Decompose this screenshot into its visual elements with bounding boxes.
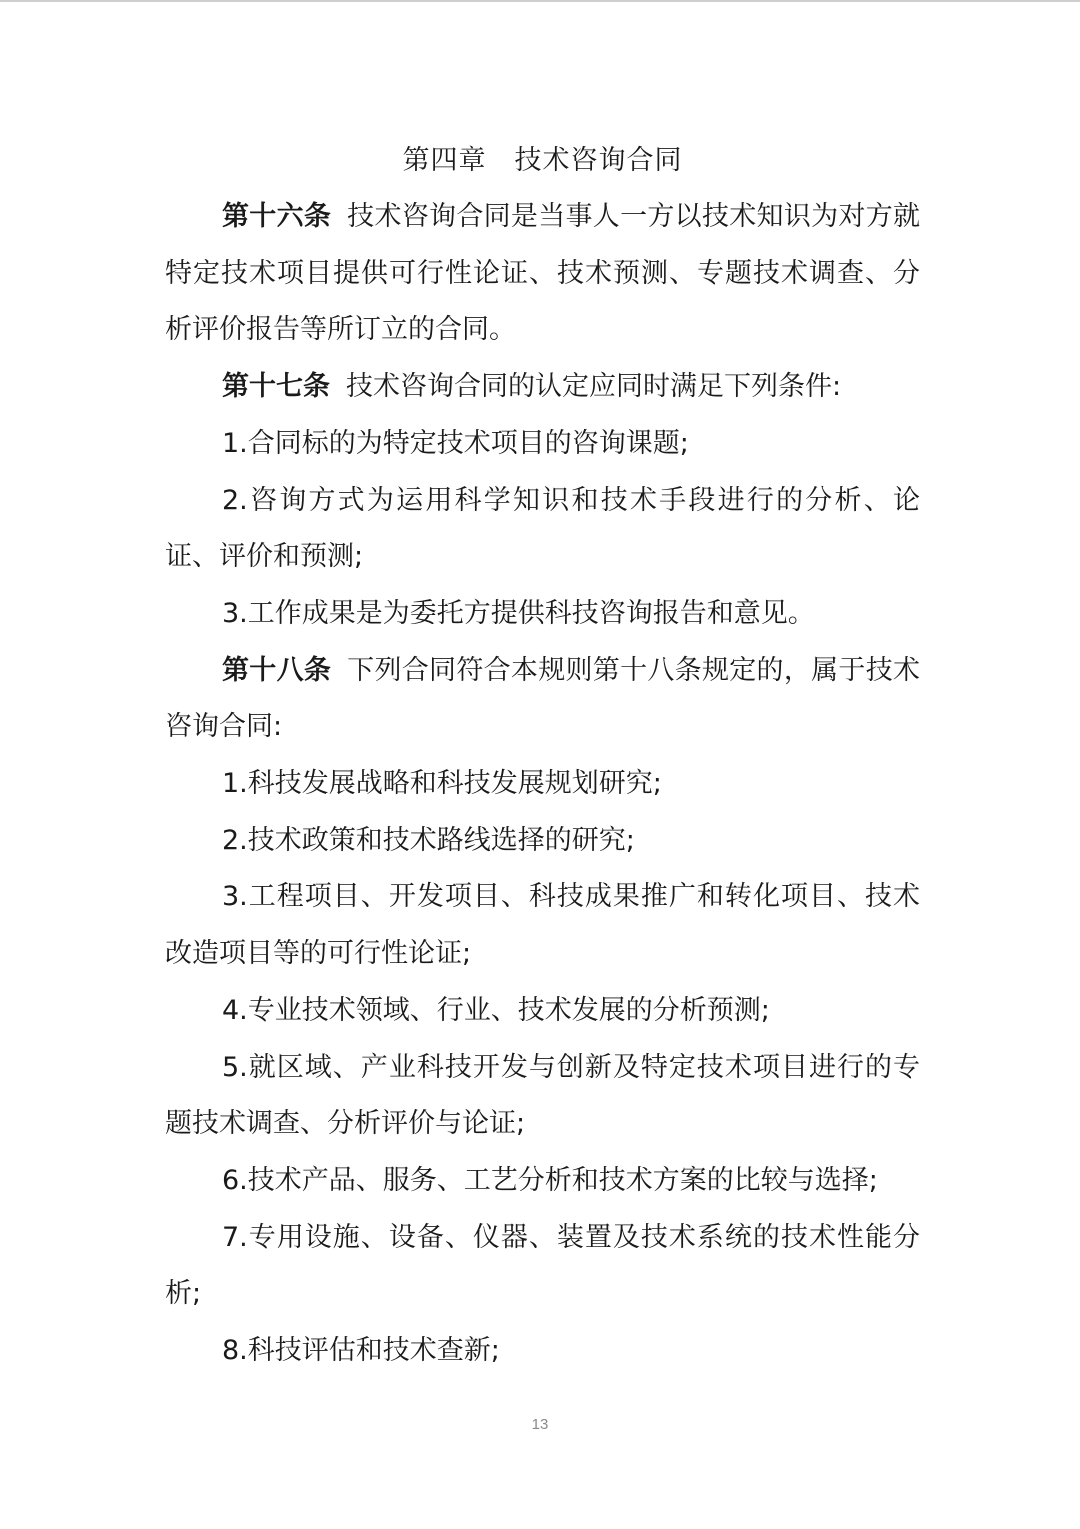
article-16-text: 技术咨询合同是当事人一方以技术知识为对方就特定技术项目提供可行性论证、技术预测、专题技术调查、分析评价报告等所订立的合同。 [165,201,921,346]
article-18-item-5: 5.就区域、产业科技开发与创新及特定技术项目进行的专题技术调查、分析评价与论证; [165,1051,920,1140]
article-18-label: 第十八条 [222,654,332,686]
page-number: 13 [531,1416,549,1433]
article-17-item-3: 3.工作成果是为委托方提供科技咨询报告和意见。 [222,597,815,629]
article-17-text: 技术咨询合同的认定应同时满足下列条件: [346,371,842,403]
article-18-text: 下列合同符合本规则第十八条规定的，属于技术咨询合同: [165,654,921,743]
top-border-line [0,0,1080,2]
chapter-title: 第四章 技术咨询合同 [402,145,683,176]
article-18-item-8: 8.科技评估和技术查新; [222,1335,500,1367]
article-17 [165,359,920,416]
article-18-item-4: 4.专业技术领域、行业、技术发展的分析预测; [222,994,770,1026]
article-17-item-1: 1.合同标的为特定技术项目的咨询课题; [222,427,689,459]
document-page [165,132,920,1380]
article-18-item-3: 3.工程项目、开发项目、科技成果推广和转化项目、技术改造项目等的可行性论证; [165,881,920,970]
article-18-item-6: 6.技术产品、服务、工艺分析和技术方案的比较与选择; [222,1164,878,1196]
article-18-item-1: 1.科技发展战略和科技发展规划研究; [222,768,662,800]
article-18-item-7: 7.专用设施、设备、仪器、装置及技术系统的技术性能分析; [165,1221,920,1310]
article-18 [165,643,920,756]
article-17-label: 第十七条 [222,371,330,403]
article-16-label: 第十六条 [222,201,332,232]
article-17-item-2: 2.咨询方式为运用科学知识和技术手段进行的分析、论证、评价和预测; [165,484,920,573]
article-16 [165,189,920,359]
article-18-item-2: 2.技术政策和技术路线选择的研究; [222,824,635,856]
